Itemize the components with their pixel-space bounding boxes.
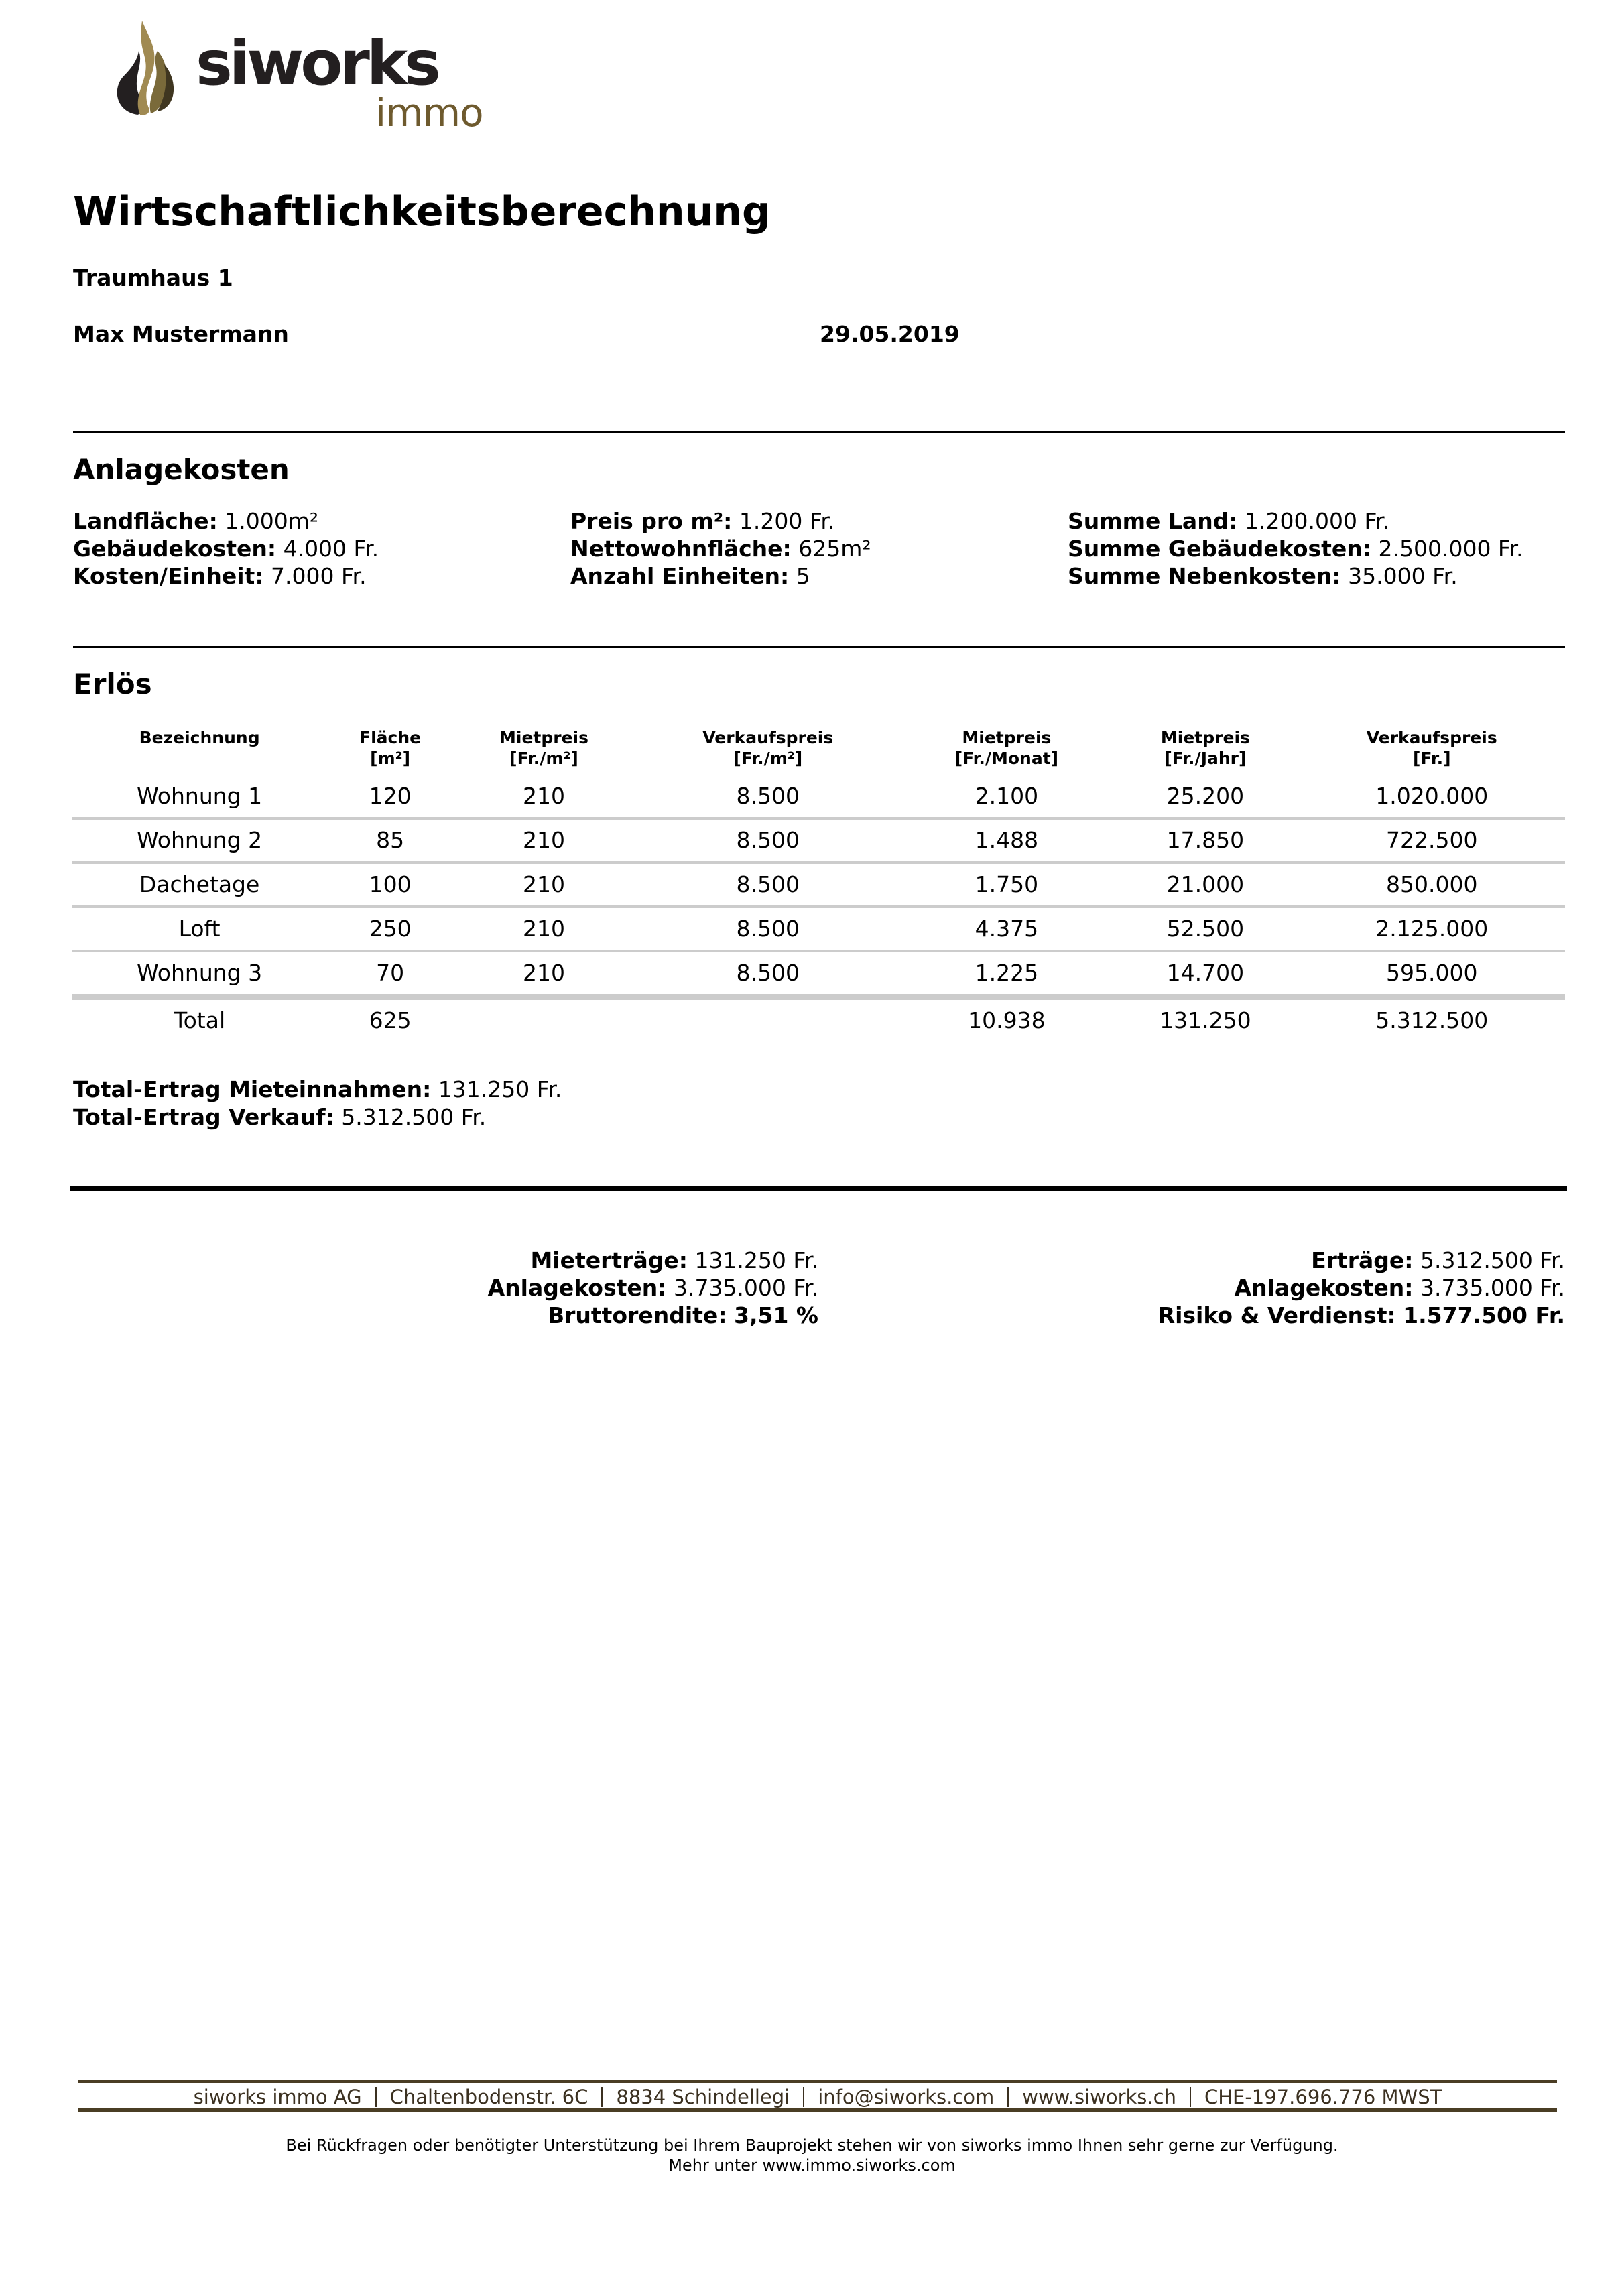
cell: 595.000: [1299, 951, 1565, 997]
kv-label: Total-Ertrag Mieteinnahmen:: [73, 1076, 432, 1102]
cell: Wohnung 2: [72, 818, 327, 863]
kv-gebaeudekosten: [73, 535, 379, 562]
logo-subtitle: immo: [375, 90, 483, 135]
total-ertrag-mieteinnahmen: [73, 1076, 562, 1103]
kv-preis-pro-m2: [570, 507, 871, 535]
kv-value: 35.000 Fr.: [1348, 563, 1458, 589]
kv-value: 4.000 Fr.: [283, 535, 379, 562]
cell: 2.125.000: [1299, 907, 1565, 951]
col-header-bezeichnung: Bezeichnung: [139, 728, 260, 747]
cell: 210: [453, 907, 635, 951]
kv-landflaeche: [73, 507, 379, 535]
cell: 210: [453, 951, 635, 997]
cell: [635, 997, 901, 1042]
footer-separator: [1190, 2087, 1191, 2107]
cell: Dachetage: [72, 863, 327, 907]
footer-email-link[interactable]: info@siworks.com: [818, 2086, 995, 2108]
kv-label: Summe Gebäudekosten:: [1068, 535, 1371, 562]
cell: 10.938: [968, 1007, 1046, 1033]
kv-value: 5: [796, 563, 810, 589]
kv-value: 2.500.000 Fr.: [1378, 535, 1523, 562]
anlagekosten-column-1: [73, 507, 379, 590]
kv-summe-nebenkosten: [1068, 562, 1523, 590]
total-ertrag-verkauf: [73, 1103, 562, 1131]
footer-note: Bei Rückfragen oder benötigter Unterstützung bei Ihrem Bauprojekt stehen wir von siworks immo Ihnen sehr gerne zur Verfügung.: [286, 2136, 1338, 2155]
kv-summe-gebaeudekosten: [1068, 535, 1523, 562]
col-header-flaeche: Fläche [m²]: [359, 728, 422, 768]
divider: [73, 646, 1565, 648]
footer-vat-number: CHE-197.696.776 MWST: [1204, 2086, 1442, 2108]
flame-logo-icon: [112, 14, 179, 141]
client-name: Max Mustermann: [73, 321, 289, 347]
footer-more-link[interactable]: Mehr unter www.immo.siworks.com: [668, 2156, 956, 2175]
cell: 120: [327, 775, 453, 818]
cell: 1.488: [901, 818, 1113, 863]
table-header-row: [72, 727, 1565, 775]
kv-value: 1.200 Fr.: [739, 508, 835, 534]
kv-value: 5.312.500 Fr.: [1420, 1247, 1565, 1273]
kv-label: Anlagekosten:: [487, 1275, 667, 1301]
summary-sale: [1158, 1247, 1565, 1329]
cell: 8.500: [635, 863, 901, 907]
footer-separator: [803, 2087, 804, 2107]
section-title-erloes: Erlös: [73, 668, 152, 700]
kv-nettowohnflaeche: [570, 535, 871, 562]
kv-label: Mieterträge:: [530, 1247, 688, 1273]
cell: 8.500: [635, 775, 901, 818]
erloes-totals: [73, 1076, 562, 1131]
cell: 21.000: [1112, 863, 1298, 907]
kv-label: Total-Ertrag Verkauf:: [73, 1104, 334, 1130]
cell: 625: [369, 1007, 412, 1033]
kv-value: 1.200.000 Fr.: [1245, 508, 1390, 534]
cell: 210: [453, 775, 635, 818]
cell: 1.020.000: [1299, 775, 1565, 818]
footer-divider-bottom: [78, 2108, 1557, 2112]
footer-divider-top: [78, 2080, 1557, 2083]
footer-separator: [1007, 2087, 1009, 2107]
kv-kosten-einheit: [73, 562, 379, 590]
summary-ertraege: [1158, 1247, 1565, 1274]
cell: 14.700: [1112, 951, 1298, 997]
kv-label: Bruttorendite:: [547, 1302, 727, 1328]
divider: [73, 431, 1565, 433]
table-row: [72, 863, 1565, 907]
cell: 1.225: [901, 951, 1113, 997]
kv-value: 5.312.500 Fr.: [341, 1104, 487, 1130]
kv-value: 131.250 Fr.: [694, 1247, 818, 1273]
cell: 210: [453, 818, 635, 863]
cell: 2.100: [901, 775, 1113, 818]
cell: 8.500: [635, 951, 901, 997]
summary-anlagekosten: [1158, 1274, 1565, 1302]
col-header-mietpreis-monat: Mietpreis [Fr./Monat]: [954, 728, 1059, 768]
kv-value: 3.735.000 Fr.: [1420, 1275, 1565, 1301]
kv-label: Anzahl Einheiten:: [570, 563, 790, 589]
kv-label: Gebäudekosten:: [73, 535, 277, 562]
kv-label: Summe Land:: [1068, 508, 1238, 534]
table-row: [72, 818, 1565, 863]
table-row: [72, 907, 1565, 951]
logo-wordmark: siworks: [196, 27, 438, 99]
cell: Total: [174, 1007, 226, 1033]
cell: Wohnung 1: [72, 775, 327, 818]
kv-anzahl-einheiten: [570, 562, 871, 590]
cell: 17.850: [1112, 818, 1298, 863]
report-date: 29.05.2019: [820, 321, 960, 347]
cell: 85: [327, 818, 453, 863]
anlagekosten-column-2: [570, 507, 871, 590]
kv-label: Nettowohnfläche:: [570, 535, 792, 562]
cell: 100: [327, 863, 453, 907]
kv-value: 3.735.000 Fr.: [673, 1275, 818, 1301]
kv-value: 625m²: [798, 535, 871, 562]
page-title: Wirtschaftlichkeitsberechnung: [73, 188, 771, 235]
kv-label: Risiko & Verdienst:: [1158, 1302, 1396, 1328]
table-row: [72, 951, 1565, 997]
summary-anlagekosten: [488, 1274, 818, 1302]
summary-bruttorendite: [488, 1302, 818, 1329]
footer-street: Chaltenbodenstr. 6C: [389, 2086, 588, 2108]
cell: 8.500: [635, 907, 901, 951]
summary-mietertraege: [488, 1247, 818, 1274]
cell: 722.500: [1299, 818, 1565, 863]
summary-risiko-verdienst: [1158, 1302, 1565, 1329]
cell: 52.500: [1112, 907, 1298, 951]
cell: 5.312.500: [1375, 1007, 1489, 1033]
summary-rent: [488, 1247, 818, 1329]
company-logo: [112, 14, 487, 141]
footer-contact-bar: [78, 2085, 1557, 2109]
cell: Wohnung 3: [72, 951, 327, 997]
table-total-row: [72, 997, 1565, 1042]
footer-company: siworks immo AG: [193, 2086, 362, 2108]
cell: 4.375: [901, 907, 1113, 951]
cell: 1.750: [901, 863, 1113, 907]
cell: 25.200: [1112, 775, 1298, 818]
kv-summe-land: [1068, 507, 1523, 535]
cell: 250: [327, 907, 453, 951]
cell: 131.250: [1160, 1007, 1251, 1033]
col-header-mietpreis-m2: Mietpreis [Fr./m²]: [499, 728, 588, 768]
col-header-verkaufspreis-m2: Verkaufspreis [Fr./m²]: [702, 728, 834, 768]
col-header-mietpreis-jahr: Mietpreis [Fr./Jahr]: [1160, 728, 1250, 768]
footer-separator: [601, 2087, 603, 2107]
kv-label: Erträge:: [1311, 1247, 1414, 1273]
kv-label: Landfläche:: [73, 508, 218, 534]
kv-value: 131.250 Fr.: [438, 1076, 562, 1102]
kv-value: 1.577.500 Fr.: [1403, 1302, 1565, 1328]
kv-value: 3,51 %: [734, 1302, 818, 1328]
kv-label: Preis pro m²:: [570, 508, 733, 534]
footer-website-link[interactable]: www.siworks.ch: [1022, 2086, 1176, 2108]
cell: 850.000: [1299, 863, 1565, 907]
kv-value: 7.000 Fr.: [271, 563, 367, 589]
project-name: Traumhaus 1: [73, 265, 233, 291]
kv-value: 1.000m²: [225, 508, 319, 534]
table-row: [72, 775, 1565, 818]
anlagekosten-column-3: [1068, 507, 1523, 590]
section-title-anlagekosten: Anlagekosten: [73, 453, 290, 486]
erloes-table: [72, 727, 1565, 1042]
cell: 8.500: [635, 818, 901, 863]
cell: Loft: [72, 907, 327, 951]
cell: [453, 997, 635, 1042]
footer-separator: [375, 2087, 377, 2107]
kv-label: Summe Nebenkosten:: [1068, 563, 1341, 589]
kv-label: Kosten/Einheit:: [73, 563, 264, 589]
col-header-verkaufspreis: Verkaufspreis [Fr.]: [1366, 728, 1497, 768]
kv-label: Anlagekosten:: [1234, 1275, 1414, 1301]
divider-thick: [70, 1186, 1567, 1191]
footer-city: 8834 Schindellegi: [616, 2086, 790, 2108]
cell: 70: [327, 951, 453, 997]
cell: 210: [453, 863, 635, 907]
